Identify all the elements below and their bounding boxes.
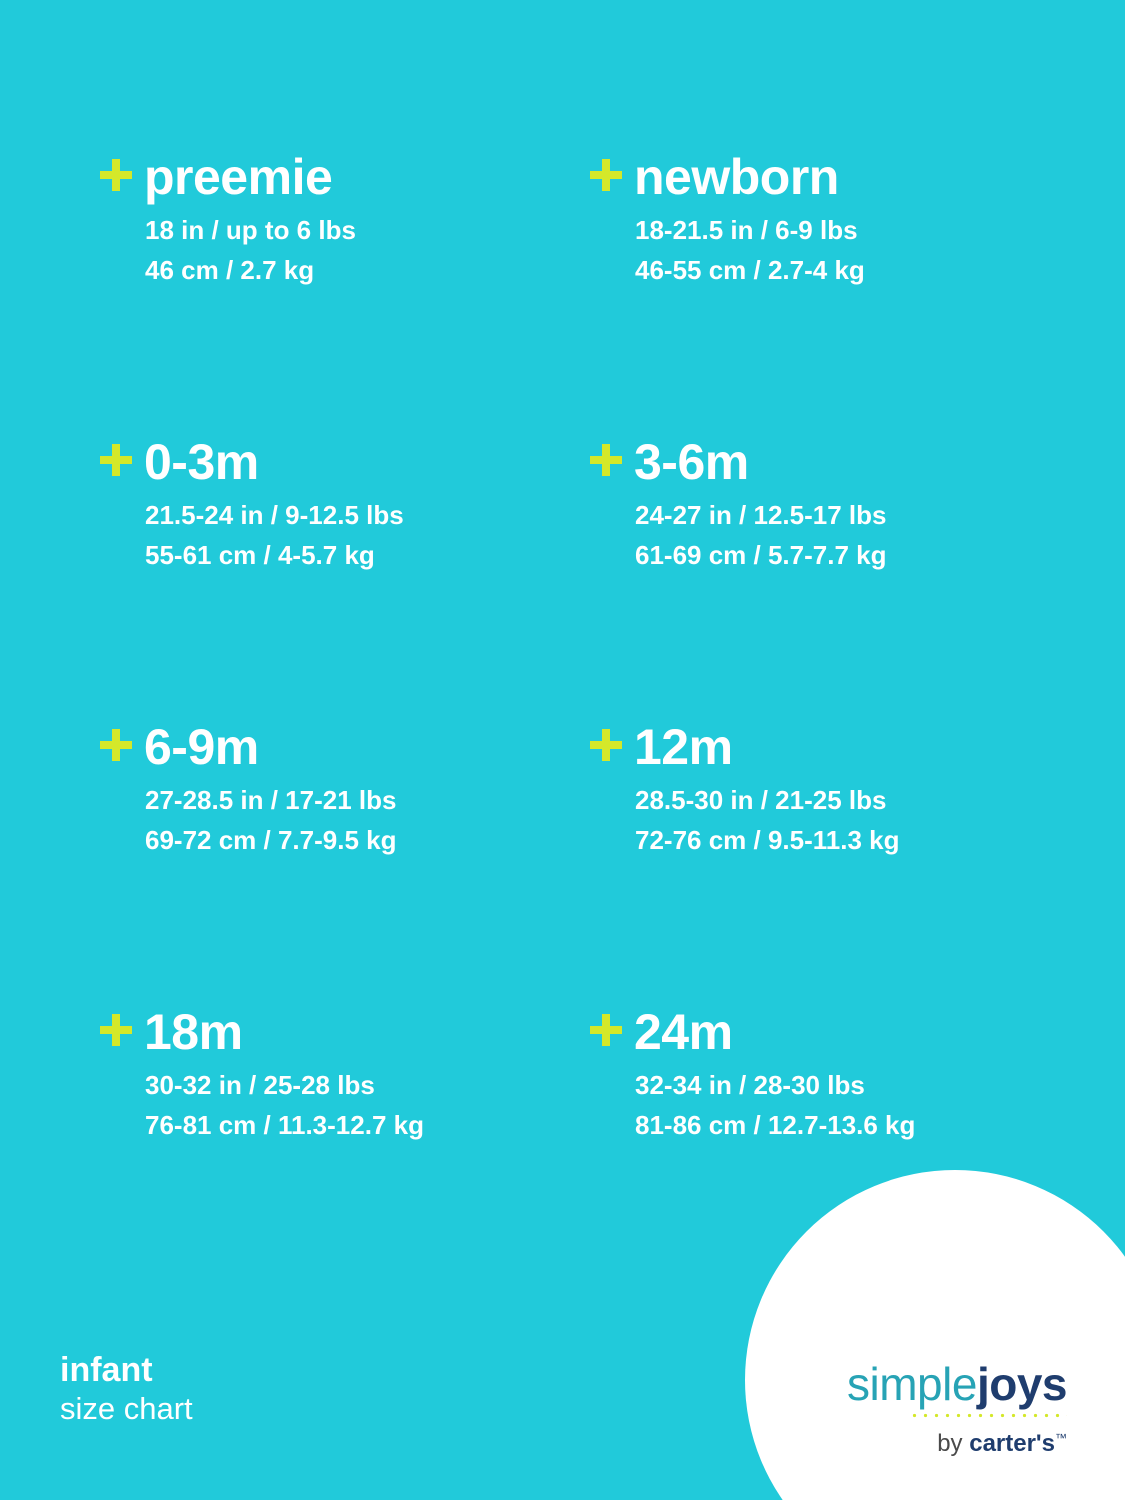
size-measure-metric: 72-76 cm / 9.5-11.3 kg (635, 825, 900, 855)
size-heading (100, 719, 590, 775)
logo-word-simple: simple (847, 1358, 977, 1410)
caption-subtitle: size chart (60, 1391, 193, 1426)
size-measure-metric: 46-55 cm / 2.7-4 kg (635, 255, 865, 285)
size-label: newborn (634, 149, 839, 205)
logo-dotted-rule (909, 1413, 1067, 1418)
size-cell-18m (100, 1004, 590, 1292)
size-measure-metric: 76-81 cm / 11.3-12.7 kg (145, 1110, 424, 1140)
size-heading (100, 149, 590, 205)
plus-icon (590, 722, 624, 768)
trademark-symbol: ™ (1055, 1431, 1067, 1445)
size-label: 3-6m (634, 434, 749, 490)
size-measure-metric: 81-86 cm / 12.7-13.6 kg (635, 1110, 916, 1140)
size-heading (100, 1004, 590, 1060)
size-measure-imperial: 32-34 in / 28-30 lbs (635, 1070, 865, 1100)
size-measure-imperial: 18-21.5 in / 6-9 lbs (635, 215, 858, 245)
logo-by-text: by (937, 1430, 963, 1457)
size-measure-imperial: 27-28.5 in / 17-21 lbs (145, 785, 397, 815)
logo-wordmark (767, 1360, 1067, 1408)
size-measurements (145, 1065, 590, 1145)
size-measurements (635, 780, 1060, 860)
size-measure-imperial: 21.5-24 in / 9-12.5 lbs (145, 500, 404, 530)
size-measure-metric: 46 cm / 2.7 kg (145, 255, 315, 285)
size-label: preemie (144, 149, 333, 205)
chart-caption (60, 1350, 193, 1428)
size-measure-imperial: 30-32 in / 25-28 lbs (145, 1070, 375, 1100)
plus-icon (590, 437, 624, 483)
size-cell-12m (590, 719, 1060, 1007)
size-measure-imperial: 28.5-30 in / 21-25 lbs (635, 785, 887, 815)
logo-byline (767, 1424, 1067, 1458)
size-measurements (145, 780, 590, 860)
size-measure-metric: 61-69 cm / 5.7-7.7 kg (635, 540, 887, 570)
caption-title: infant (60, 1351, 153, 1389)
plus-icon (590, 1007, 624, 1053)
size-measurements (635, 1065, 1060, 1145)
logo-brand-name: carter's (969, 1430, 1055, 1457)
size-heading (590, 719, 1060, 775)
size-measurements (635, 495, 1060, 575)
size-heading (590, 149, 1060, 205)
logo-word-joys: joys (976, 1358, 1067, 1410)
size-heading (100, 434, 590, 490)
size-measure-imperial: 24-27 in / 12.5-17 lbs (635, 500, 887, 530)
size-cell-preemie (100, 149, 590, 437)
size-label: 0-3m (144, 434, 259, 490)
plus-icon (100, 722, 134, 768)
size-label: 24m (634, 1004, 733, 1060)
size-label: 18m (144, 1004, 243, 1060)
size-cell-3-6m (590, 434, 1060, 722)
size-cell-0-3m (100, 434, 590, 722)
brand-logo (767, 1360, 1067, 1458)
size-heading (590, 1004, 1060, 1060)
plus-icon (100, 437, 134, 483)
size-cell-newborn (590, 149, 1060, 437)
size-grid (100, 149, 1060, 1292)
size-label: 12m (634, 719, 733, 775)
size-heading (590, 434, 1060, 490)
plus-icon (100, 1007, 134, 1053)
size-measure-imperial: 18 in / up to 6 lbs (145, 215, 356, 245)
plus-icon (100, 152, 134, 198)
size-measurements (635, 210, 1060, 290)
size-measurements (145, 495, 590, 575)
size-measure-metric: 55-61 cm / 4-5.7 kg (145, 540, 375, 570)
size-cell-6-9m (100, 719, 590, 1007)
plus-icon (590, 152, 624, 198)
size-measure-metric: 69-72 cm / 7.7-9.5 kg (145, 825, 397, 855)
size-label: 6-9m (144, 719, 259, 775)
size-measurements (145, 210, 590, 290)
